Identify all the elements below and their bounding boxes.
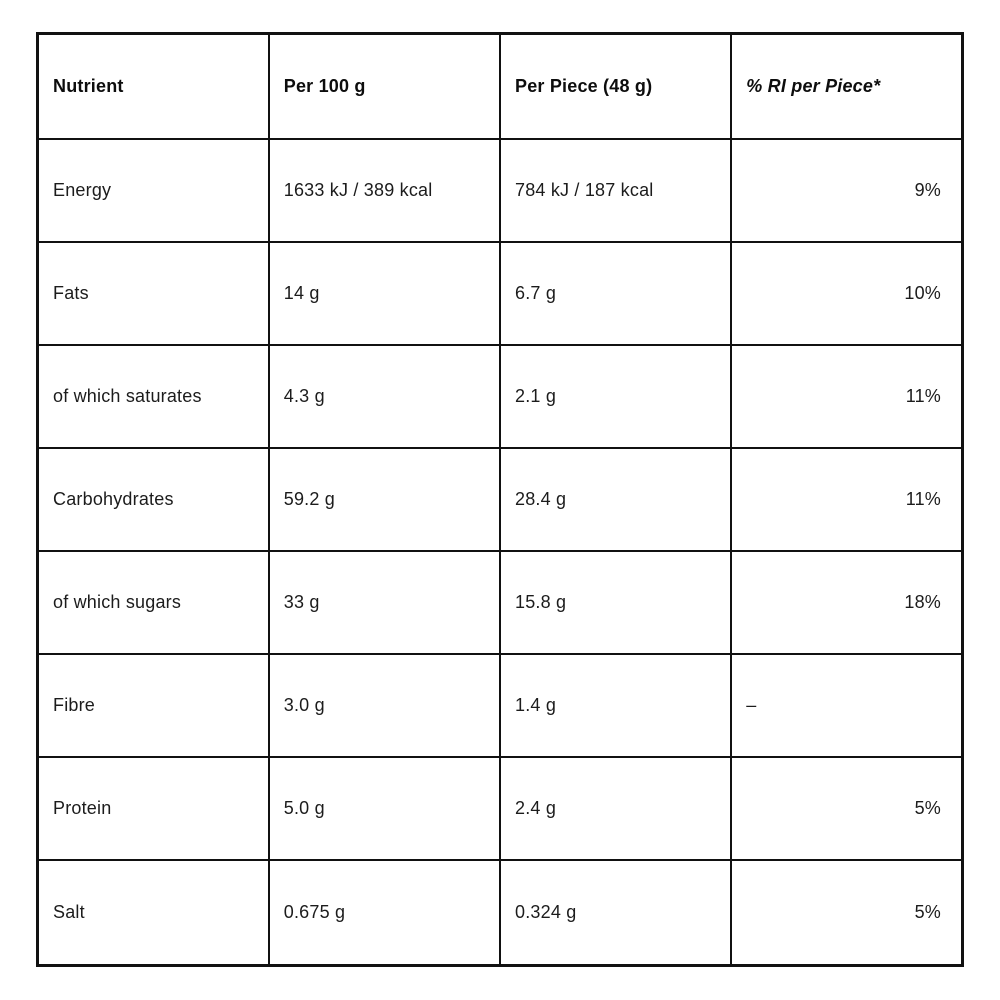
table-row-fibre: [38, 654, 963, 757]
column-header-per-100g: Per 100 g: [269, 34, 500, 140]
column-header-nutrient: Nutrient: [38, 34, 269, 140]
cell-per-100g: 1633 kJ / 389 kcal: [269, 139, 500, 242]
cell-per-100g: 33 g: [269, 551, 500, 654]
cell-ri-percent: 18%: [731, 551, 962, 654]
cell-ri-percent: 5%: [731, 860, 962, 965]
cell-per-100g: 4.3 g: [269, 345, 500, 448]
table-row-carbohydrates: [38, 448, 963, 551]
table-row-protein: [38, 757, 963, 860]
table-row-sugars: [38, 551, 963, 654]
cell-nutrient-name: of which saturates: [38, 345, 269, 448]
cell-nutrient-name: Carbohydrates: [38, 448, 269, 551]
cell-nutrient-name: Protein: [38, 757, 269, 860]
cell-per-piece: 2.1 g: [500, 345, 731, 448]
cell-per-piece: 784 kJ / 187 kcal: [500, 139, 731, 242]
cell-per-piece: 15.8 g: [500, 551, 731, 654]
column-header-per-piece: Per Piece (48 g): [500, 34, 731, 140]
cell-nutrient-name: Energy: [38, 139, 269, 242]
cell-ri-percent: 9%: [731, 139, 962, 242]
cell-per-100g: 5.0 g: [269, 757, 500, 860]
cell-per-piece: 1.4 g: [500, 654, 731, 757]
cell-ri-percent: 11%: [731, 345, 962, 448]
cell-ri-percent: 10%: [731, 242, 962, 345]
cell-nutrient-name: of which sugars: [38, 551, 269, 654]
table-row-energy: [38, 139, 963, 242]
cell-per-piece: 2.4 g: [500, 757, 731, 860]
cell-per-100g: 3.0 g: [269, 654, 500, 757]
cell-ri-percent: 5%: [731, 757, 962, 860]
cell-per-piece: 6.7 g: [500, 242, 731, 345]
cell-ri-percent: 11%: [731, 448, 962, 551]
table-row-salt: [38, 860, 963, 965]
cell-nutrient-name: Fats: [38, 242, 269, 345]
cell-per-piece: 0.324 g: [500, 860, 731, 965]
table-row-fats: [38, 242, 963, 345]
cell-ri-percent: –: [731, 654, 962, 757]
cell-per-100g: 0.675 g: [269, 860, 500, 965]
table-row-saturates: [38, 345, 963, 448]
table-header-row: [38, 34, 963, 140]
nutrition-table: [36, 32, 964, 967]
cell-per-piece: 28.4 g: [500, 448, 731, 551]
cell-nutrient-name: Fibre: [38, 654, 269, 757]
cell-nutrient-name: Salt: [38, 860, 269, 965]
column-header-ri-per-piece: % RI per Piece*: [731, 34, 962, 140]
cell-per-100g: 59.2 g: [269, 448, 500, 551]
cell-per-100g: 14 g: [269, 242, 500, 345]
